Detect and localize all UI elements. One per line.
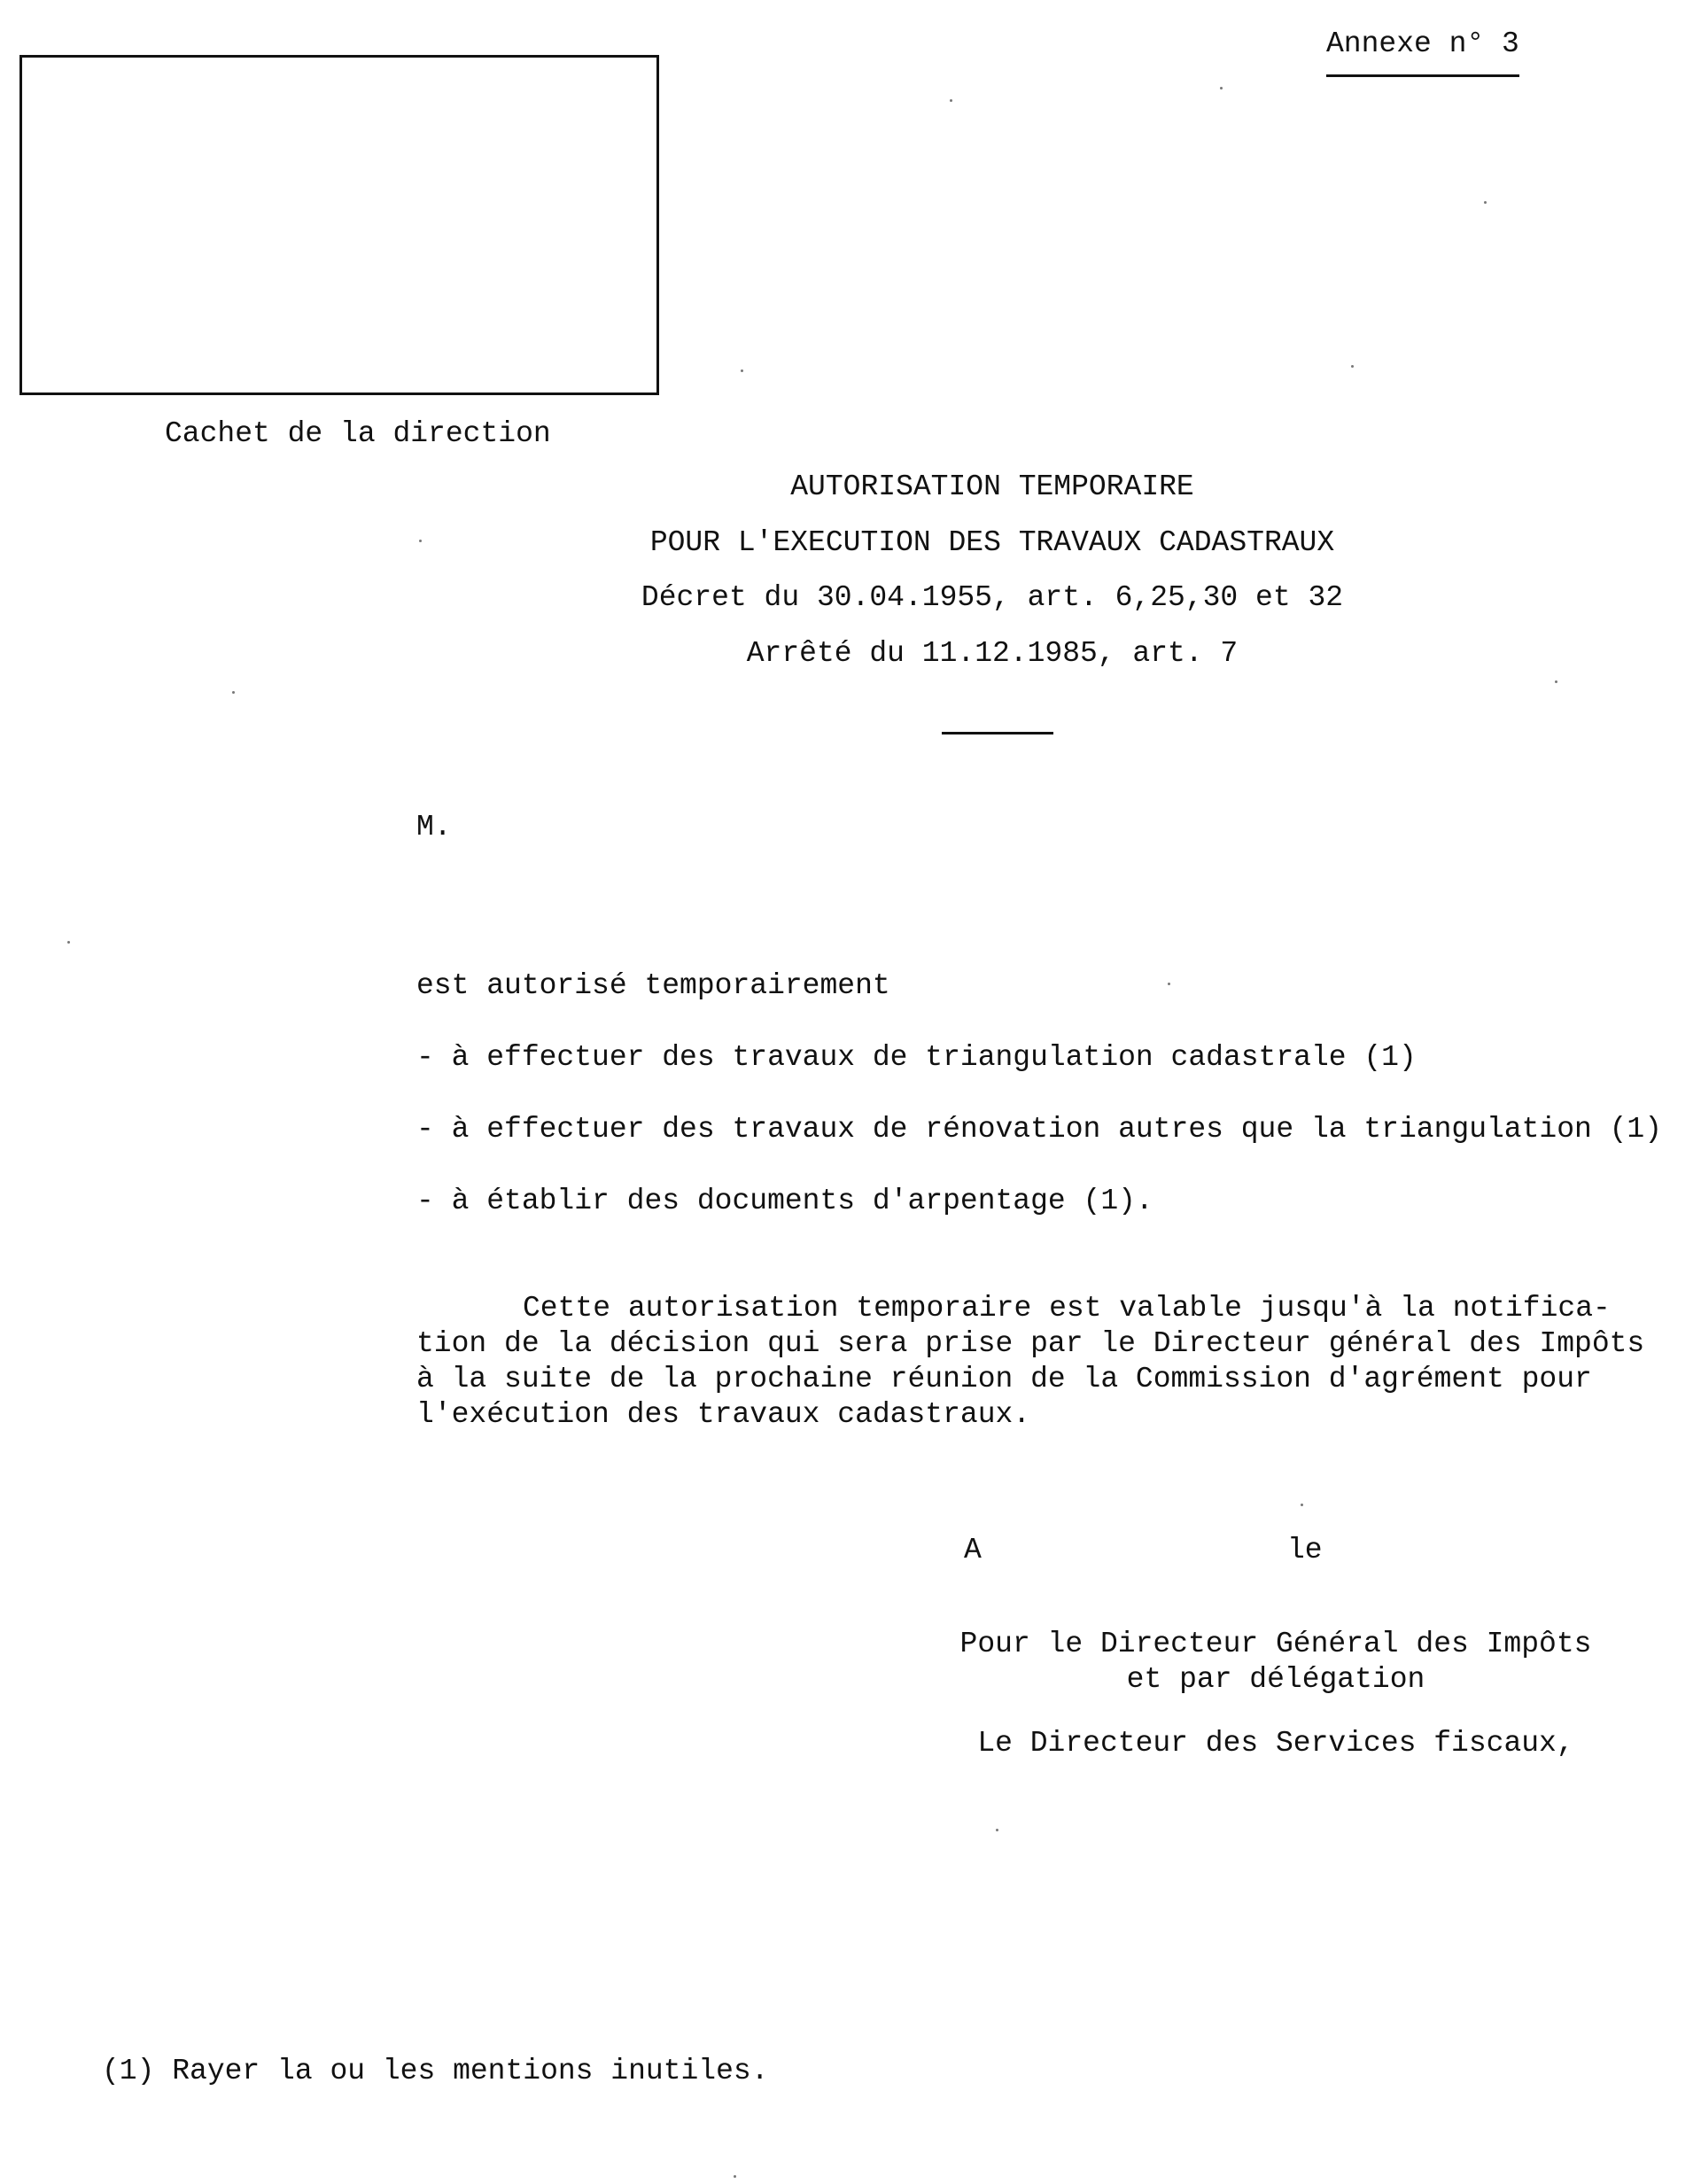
title-line-3: Décret du 30.04.1955, art. 6,25,30 et 32	[641, 581, 1344, 615]
scan-speck	[1220, 87, 1223, 89]
title-line-1: AUTORISATION TEMPORAIRE	[790, 470, 1194, 503]
document-title	[532, 470, 1453, 691]
stamp-label: Cachet de la direction	[165, 417, 551, 450]
paragraph-line-4: l'exécution des travaux cadastraux.	[416, 1398, 1031, 1431]
paragraph-line-1: Cette autorisation temporaire est valable jusqu'à la notifica-	[523, 1292, 1611, 1325]
stamp-box	[19, 55, 659, 395]
title-line-2: POUR L'EXECUTION DES TRAVAUX CADASTRAUX	[649, 525, 1335, 559]
paragraph-line-3: à la suite de la prochaine réunion de la Commission d'agrément pour	[416, 1363, 1592, 1395]
date-label: le	[1287, 1534, 1323, 1566]
scan-speck	[419, 540, 422, 542]
option-triangulation: - à effectuer des travaux de triangulation cadastrale (1)	[416, 1041, 1417, 1074]
signature-line-1: Pour le Directeur Général des Impôts	[959, 1628, 1592, 1660]
scan-speck	[1301, 1504, 1303, 1506]
annex-label: Annexe n° 3	[1326, 27, 1519, 77]
signature-line-3: Le Directeur des Services fiscaux,	[977, 1727, 1574, 1760]
scan-speck	[232, 691, 235, 694]
scan-speck	[1484, 201, 1487, 204]
signature-line-2: et par délégation	[1126, 1663, 1425, 1696]
scan-speck	[996, 1829, 998, 1831]
scan-speck	[1168, 983, 1170, 985]
title-divider	[942, 732, 1053, 734]
signature-block	[939, 1627, 1612, 1761]
scan-speck	[1555, 680, 1557, 683]
option-renovation: - à effectuer des travaux de rénovation autres que la triangulation (1)	[416, 1113, 1663, 1146]
scan-speck	[741, 369, 743, 372]
title-line-4: Arrêté du 11.12.1985, art. 7	[746, 636, 1239, 670]
scan-speck	[67, 941, 70, 944]
validity-paragraph	[416, 1291, 1674, 1433]
scan-speck	[950, 99, 952, 102]
intro-text: est autorisé temporairement	[416, 969, 890, 1002]
paragraph-line-2: tion de la décision qui sera prise par le Directeur général des Impôts	[416, 1327, 1645, 1360]
footnote: (1) Rayer la ou les mentions inutiles.	[102, 2055, 769, 2087]
scan-speck	[1351, 365, 1354, 368]
place-label: A	[964, 1534, 982, 1566]
option-arpentage: - à établir des documents d'arpentage (1).	[416, 1185, 1153, 1217]
salutation: M.	[416, 811, 452, 843]
scan-speck	[734, 2175, 736, 2178]
